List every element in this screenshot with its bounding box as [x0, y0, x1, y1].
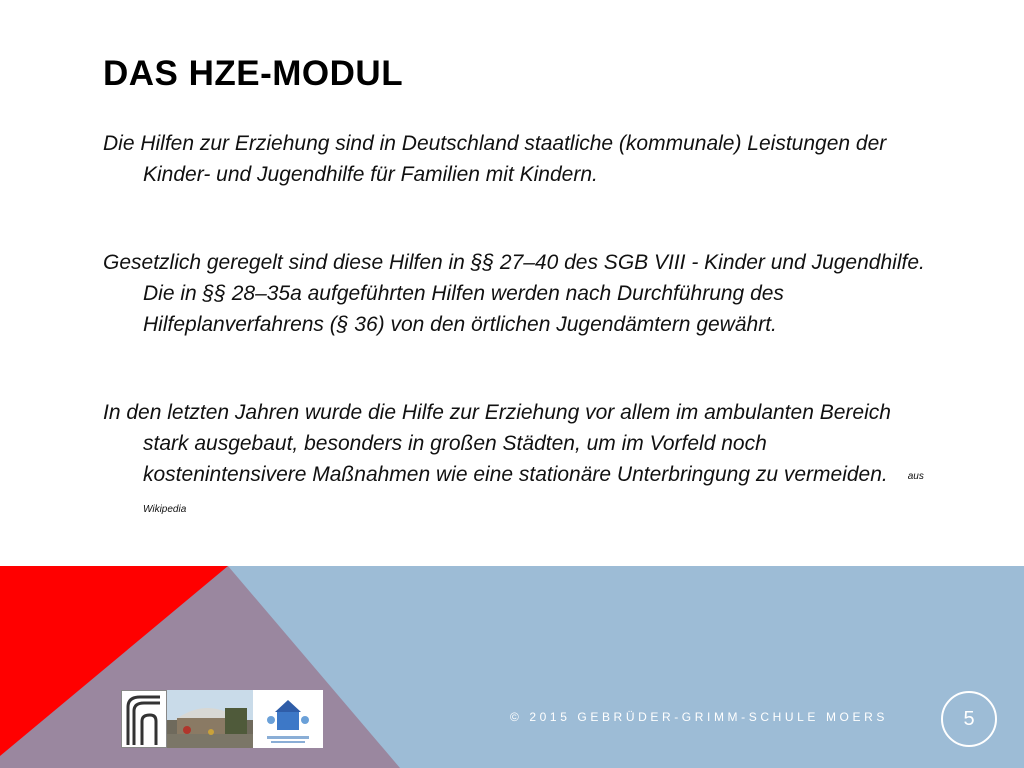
paragraph-3 — [103, 397, 933, 525]
page-number-badge — [941, 691, 997, 747]
paragraph-2 — [103, 247, 933, 340]
page-number: 5 — [963, 707, 975, 730]
school-emblem-icon — [253, 690, 323, 748]
slide-title: DAS HZE-MODUL — [103, 54, 404, 93]
school-logos — [121, 690, 323, 748]
school-logo-icon — [121, 690, 167, 748]
paragraph-3-text: In den letzten Jahren wurde die Hilfe zur Erziehung vor allem im ambulanten Bereich stark ausgebaut, besonders in großen Städten, um im Vorfeld noch kostenintensivere Maßnahmen wie eine stationäre Unterbringung zu vermeiden. — [103, 401, 891, 486]
paragraph-1-text: Die Hilfen zur Erziehung sind in Deutschland staatliche (kommunale) Leistungen der Kinder- und Jugendhilfe für Familien mit Kindern. — [103, 132, 887, 186]
copyright-text: © 2015 GEBRÜDER-GRIMM-SCHULE MOERS — [510, 710, 888, 724]
slide-body — [103, 128, 933, 525]
paragraph-2-text: Gesetzlich geregelt sind diese Hilfen in §§ 27–40 des SGB VIII - Kinder und Jugendhilfe. Die in §§ 28–35a aufgeführten Hilfen werden nach Durchführung des Hilfeplanverfahrens (§ 36) von den örtlichen Jugendämtern gewährt. — [103, 251, 925, 336]
source-note: aus Wikipedia — [143, 471, 924, 515]
school-building-photo-icon — [167, 690, 253, 748]
paragraph-1 — [103, 128, 933, 190]
